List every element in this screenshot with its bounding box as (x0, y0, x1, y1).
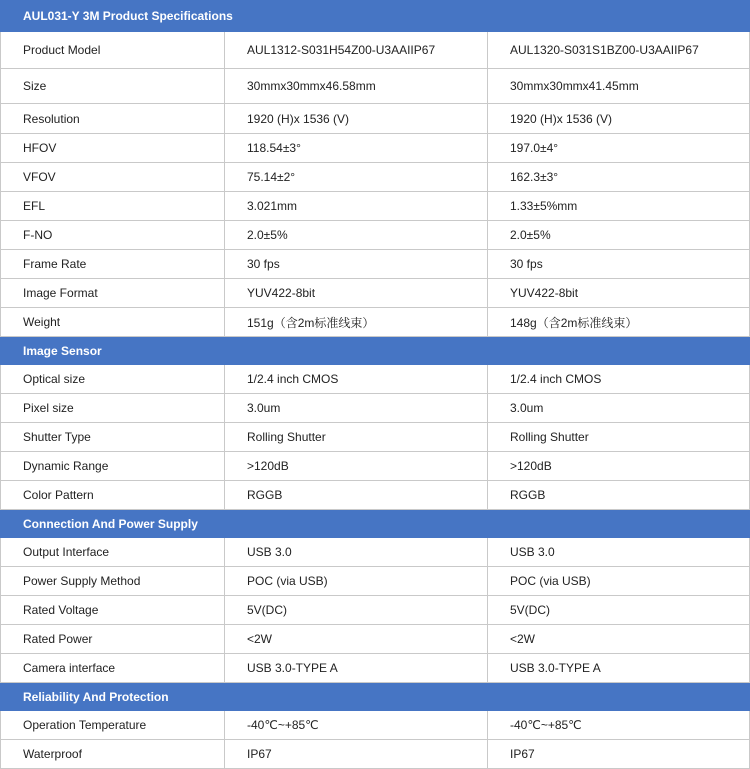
spec-value-model-2: 30mmx30mmx41.45mm (488, 69, 750, 104)
spec-label: Pixel size (1, 394, 225, 423)
spec-label: Power Supply Method (1, 567, 225, 596)
spec-value-model-2: <2W (488, 625, 750, 654)
table-row (1, 625, 750, 654)
spec-value-model-1: AUL1312-S031H54Z00-U3AAIIP67 (225, 32, 488, 69)
section-title: Image Sensor (1, 337, 750, 365)
section-header (1, 510, 750, 538)
spec-value-model-2: YUV422-8bit (488, 279, 750, 308)
spec-value-model-1: RGGB (225, 481, 488, 510)
spec-value-model-1: 75.14±2° (225, 163, 488, 192)
table-row (1, 134, 750, 163)
section-header (1, 1, 750, 32)
spec-label: Frame Rate (1, 250, 225, 279)
spec-label: Product Model (1, 32, 225, 69)
section-header (1, 683, 750, 711)
spec-value-model-2: 1.33±5%mm (488, 192, 750, 221)
table-row (1, 250, 750, 279)
spec-value-model-2: -40℃~+85℃ (488, 711, 750, 740)
spec-value-model-2: 30 fps (488, 250, 750, 279)
spec-label: EFL (1, 192, 225, 221)
spec-value-model-1: YUV422-8bit (225, 279, 488, 308)
spec-value-model-2: 197.0±4° (488, 134, 750, 163)
spec-value-model-1: 30 fps (225, 250, 488, 279)
table-row (1, 481, 750, 510)
spec-label: Shutter Type (1, 423, 225, 452)
spec-label: Weight (1, 308, 225, 337)
table-row (1, 192, 750, 221)
section-title: Connection And Power Supply (1, 510, 750, 538)
spec-label: Rated Power (1, 625, 225, 654)
spec-value-model-1: 2.0±5% (225, 221, 488, 250)
spec-value-model-2: USB 3.0 (488, 538, 750, 567)
table-row (1, 567, 750, 596)
spec-label: Resolution (1, 104, 225, 134)
spec-value-model-2: 162.3±3° (488, 163, 750, 192)
section-title: AUL031-Y 3M Product Specifications (1, 1, 750, 32)
spec-value-model-1: <2W (225, 625, 488, 654)
table-row (1, 740, 750, 769)
table-row (1, 711, 750, 740)
spec-value-model-1: 3.021mm (225, 192, 488, 221)
spec-label: Output Interface (1, 538, 225, 567)
spec-value-model-2: USB 3.0-TYPE A (488, 654, 750, 683)
table-row (1, 365, 750, 394)
spec-label: Dynamic Range (1, 452, 225, 481)
table-row (1, 308, 750, 337)
spec-value-model-1: 1/2.4 inch CMOS (225, 365, 488, 394)
section-title: Reliability And Protection (1, 683, 750, 711)
spec-value-model-2: RGGB (488, 481, 750, 510)
spec-value-model-1: 151g（含2m标准线束） (225, 308, 488, 337)
spec-value-model-2: 3.0um (488, 394, 750, 423)
spec-label: F-NO (1, 221, 225, 250)
table-row (1, 104, 750, 134)
section-header (1, 337, 750, 365)
spec-label: VFOV (1, 163, 225, 192)
spec-value-model-1: 30mmx30mmx46.58mm (225, 69, 488, 104)
table-row (1, 32, 750, 69)
table-row (1, 221, 750, 250)
table-row (1, 163, 750, 192)
spec-value-model-1: 1920 (H)x 1536 (V) (225, 104, 488, 134)
table-row (1, 279, 750, 308)
spec-label: Operation Temperature (1, 711, 225, 740)
spec-value-model-1: 5V(DC) (225, 596, 488, 625)
spec-value-model-2: POC (via USB) (488, 567, 750, 596)
spec-value-model-2: 5V(DC) (488, 596, 750, 625)
spec-label: Rated Voltage (1, 596, 225, 625)
table-row (1, 69, 750, 104)
spec-value-model-1: Rolling Shutter (225, 423, 488, 452)
table-row (1, 394, 750, 423)
spec-value-model-1: POC (via USB) (225, 567, 488, 596)
spec-label: Camera interface (1, 654, 225, 683)
spec-value-model-2: 2.0±5% (488, 221, 750, 250)
spec-value-model-1: -40℃~+85℃ (225, 711, 488, 740)
spec-value-model-1: IP67 (225, 740, 488, 769)
spec-label: Size (1, 69, 225, 104)
spec-value-model-1: 118.54±3° (225, 134, 488, 163)
spec-value-model-2: 148g（含2m标准线束） (488, 308, 750, 337)
spec-value-model-1: 3.0um (225, 394, 488, 423)
spec-label: Optical size (1, 365, 225, 394)
spec-value-model-1: USB 3.0-TYPE A (225, 654, 488, 683)
table-row (1, 538, 750, 567)
spec-label: HFOV (1, 134, 225, 163)
spec-value-model-2: AUL1320-S031S1BZ00-U3AAIIP67 (488, 32, 750, 69)
spec-label: Image Format (1, 279, 225, 308)
spec-label: Waterproof (1, 740, 225, 769)
spec-value-model-2: 1/2.4 inch CMOS (488, 365, 750, 394)
table-row (1, 423, 750, 452)
spec-value-model-2: 1920 (H)x 1536 (V) (488, 104, 750, 134)
table-row (1, 654, 750, 683)
table-row (1, 596, 750, 625)
spec-label: Color Pattern (1, 481, 225, 510)
spec-value-model-2: IP67 (488, 740, 750, 769)
spec-value-model-2: Rolling Shutter (488, 423, 750, 452)
spec-value-model-2: >120dB (488, 452, 750, 481)
table-row (1, 452, 750, 481)
spec-value-model-1: >120dB (225, 452, 488, 481)
spec-value-model-1: USB 3.0 (225, 538, 488, 567)
